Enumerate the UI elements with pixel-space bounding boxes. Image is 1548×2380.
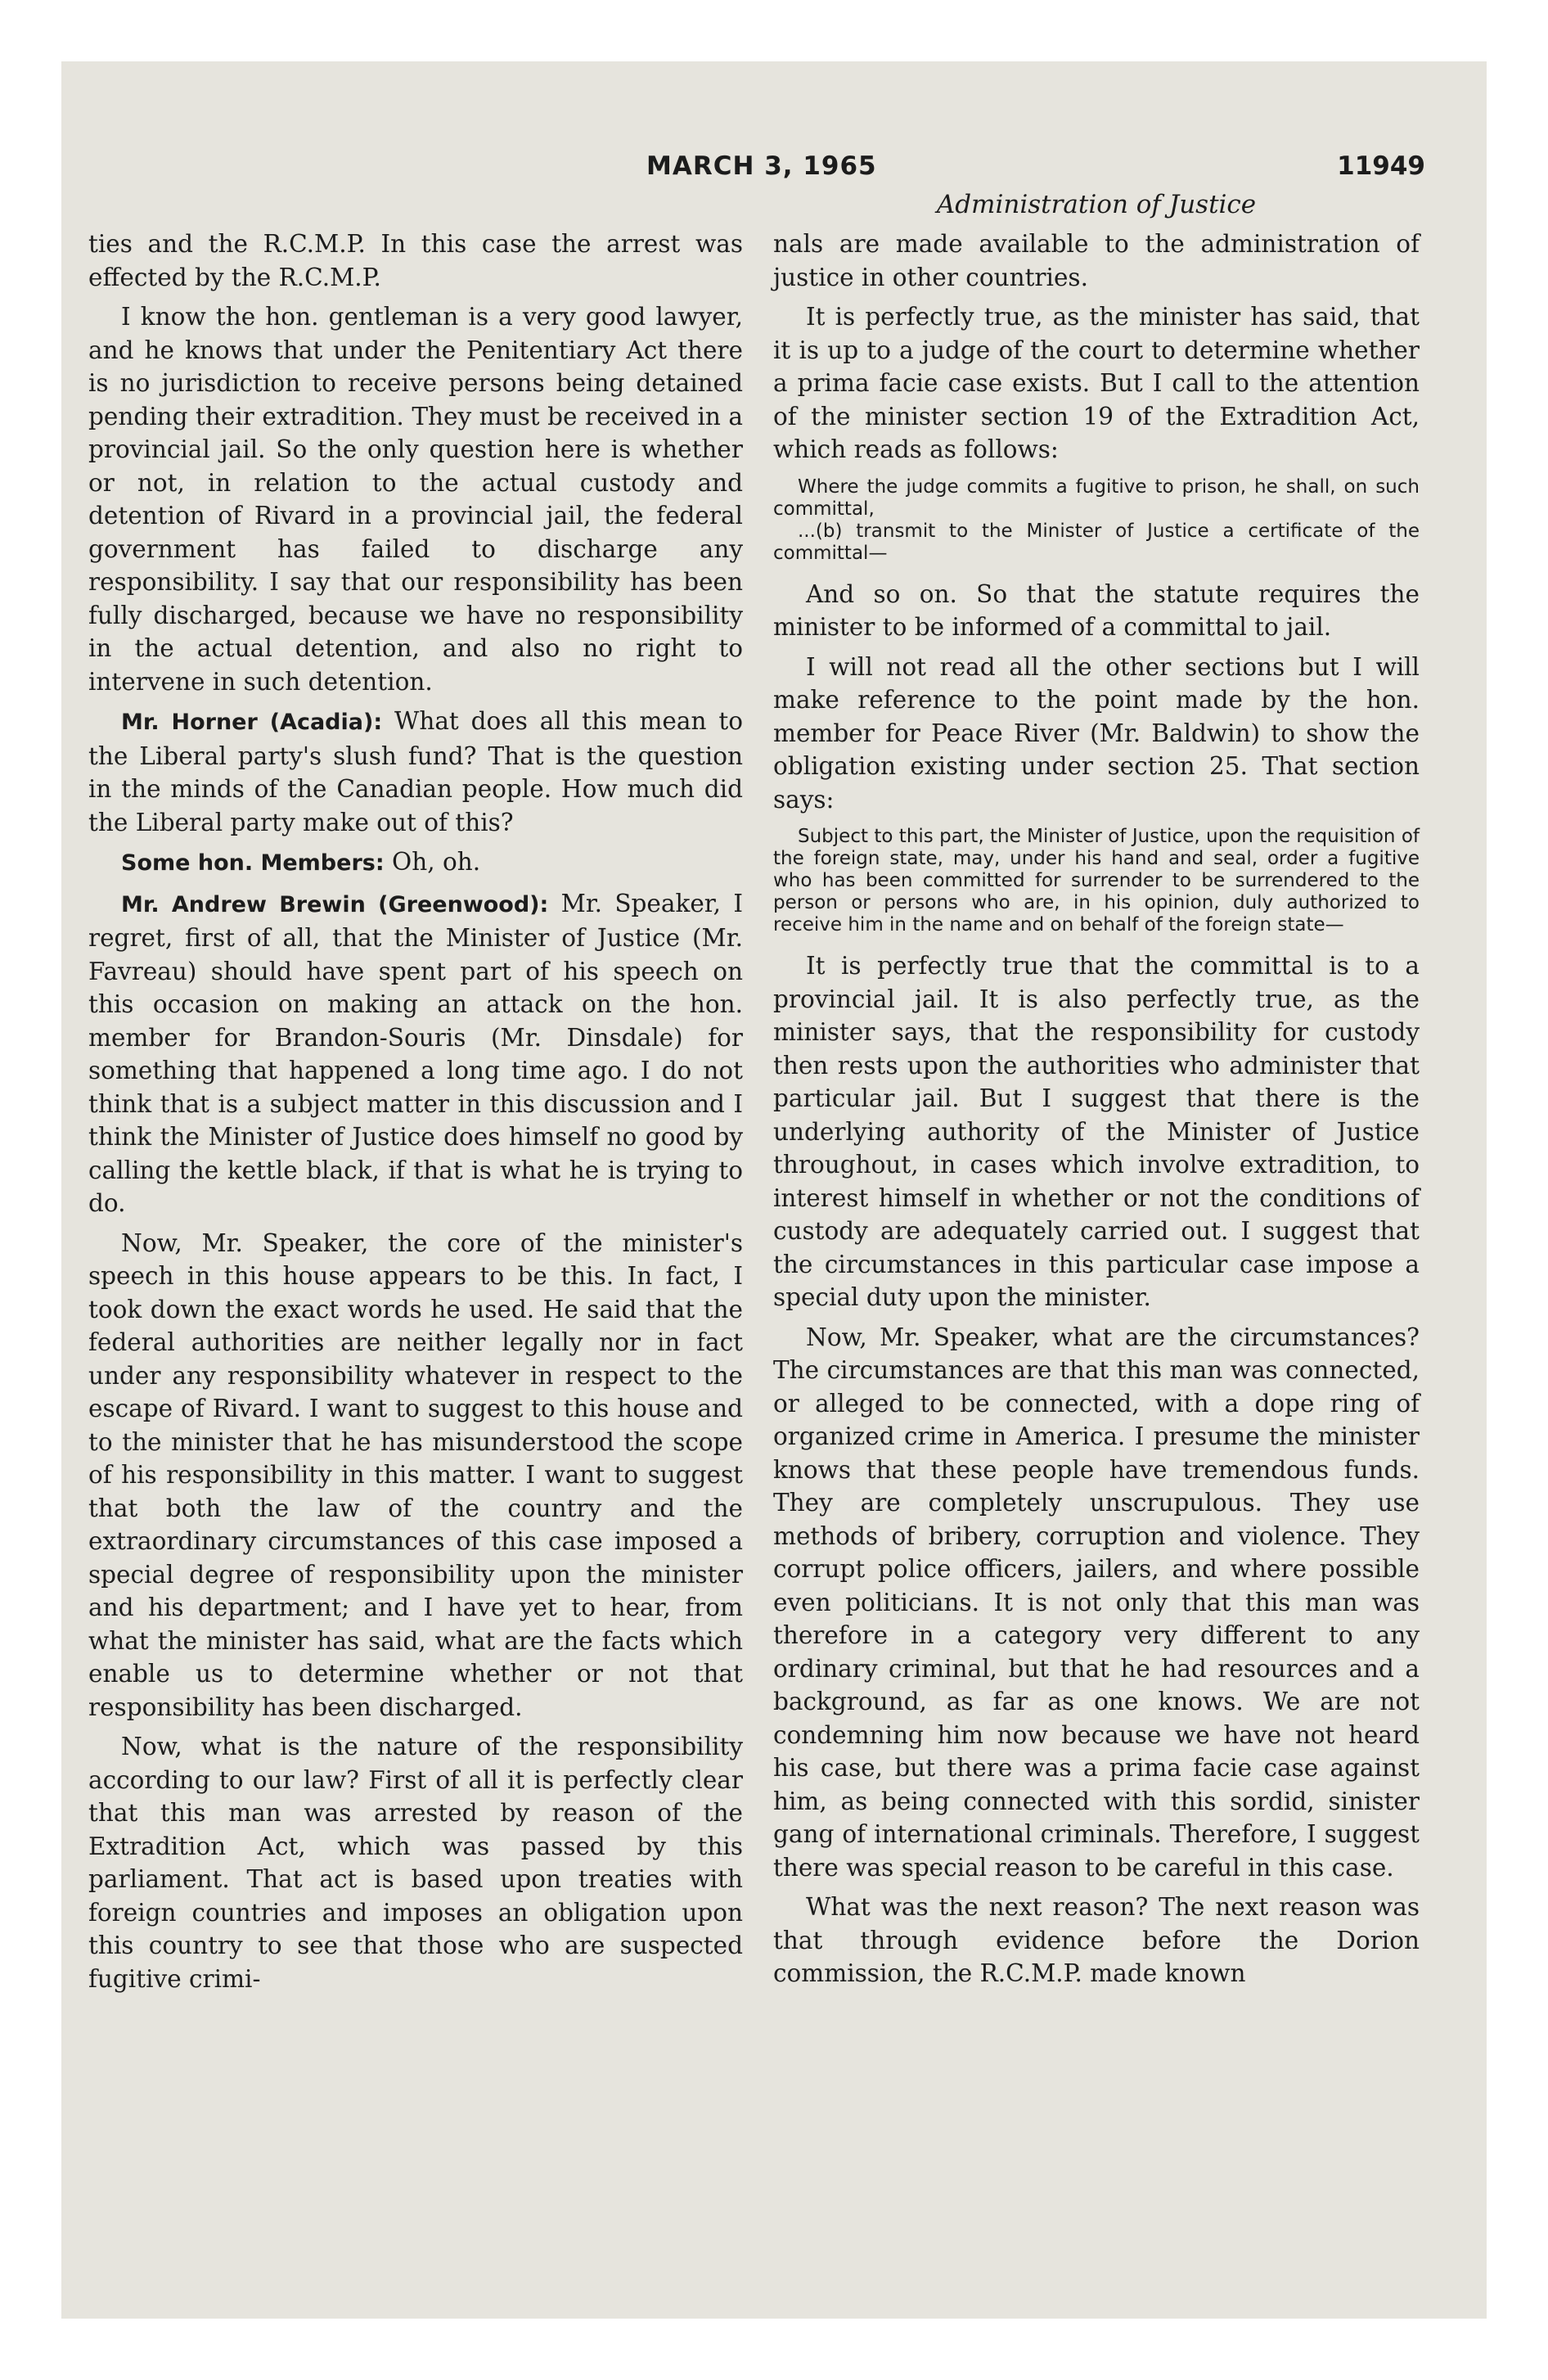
paragraph: What was the next reason? The next reason was that through evidence before the Dorion commission, the R.C.M.P. made known	[773, 1893, 1420, 1987]
paragraph	[88, 845, 743, 881]
paragraph: nals are made available to the administration of justice in other countries.	[773, 230, 1420, 291]
paragraph: Now, Mr. Speaker, the core of the minister's speech in this house appears to be this. In fact, I took down the exact words he used. He said that the federal authorities are neither legally nor in fact under any responsibility whatever in respect to the escape of Rivard. I want to suggest to this house and to the minister that he has misunderstood the scope of his responsibility in this matter. I want to suggest that both the law of the country and the extraordinary circumstances of this case imposed a special degree of responsibility upon the minister and his department; and I have yet to hear, from what the minister has said, what are the facts which enable us to determine whether or not that responsibility has been discharged.	[88, 1228, 743, 1721]
paragraph: ties and the R.C.M.P. In this case the arrest was effected by the R.C.M.P.	[88, 230, 743, 291]
paragraph: It is perfectly true, as the minister has said, that it is up to a judge of the court to determine whether a prima facie case exists. But I call to the attention of the minister section 19 of the Extradition Act, which reads as follows:	[773, 303, 1420, 463]
paragraph: I know the hon. gentleman is a very good lawyer, and he knows that under the Penitentiary Act there is no jurisdiction to receive persons being detained pending their extradition. They must be received in a provincial jail. So the only question here is whether or not, in relation to the actual custody and detention of Rivard in a provincial jail, the federal government has failed to discharge any responsibility. I say that our responsibility has been fully discharged, because we have no responsibility in the actual detention, and also no right to intervene in such detention.	[88, 303, 743, 696]
quote-line: Subject to this part, the Minister of Justice, upon the requisition of the foreign state, may, under his hand and seal, order a fugitive who has been committed for surrender to be surrendered to the person or persons who are, in his opinion, duly authorized to receive him in the name and on behalf of the foreign state—	[773, 826, 1420, 935]
section-title: Administration of Justice	[936, 190, 1257, 219]
speech-text: What does all this mean to the Liberal party's slush fund? That is the question in the minds of the Canadian people. How much did the Liberal party make out of this?	[88, 707, 743, 836]
paragraph: Now, what is the nature of the responsibility according to our law? First of all it is perfectly clear that this man was arrested by reason of the Extradition Act, which was passed by this parliament. That act is based upon treaties with foreign countries and imposes an obligation upon this country to see that those who are suspected fugitive crimi-	[88, 1733, 743, 1993]
page-date: MARCH 3, 1965	[646, 151, 877, 181]
paragraph: I will not read all the other sections but I will make reference to the point made by the hon. member for Peace River (Mr. Baldwin) to show the obligation existing under section 25. That section says:	[773, 652, 1420, 814]
speech-text: Mr. Speaker, I regret, first of all, that the Minister of Justice (Mr. Favreau) should have spent part of his speech on this occasion on making an attack on the hon. member for Brandon-Souris (Mr. Dinsdale) for something that happened a long time ago. I do not think that is a subject matter in this discussion and I think the Minister of Justice does himself no good by calling the kettle black, if that is what he is trying to do.	[88, 889, 743, 1217]
paragraph: It is perfectly true that the committal is to a provincial jail. It is also perfectly true, as the minister says, that the responsibility for custody then rests upon the authorities who administer that particular jail. But I suggest that there is the underlying authority of the Minister of Justice throughout, in cases which involve extradition, to interest himself in whether or not the conditions of custody are adequately carried out. I suggest that the circumstances in this particular case impose a special duty upon the minister.	[773, 952, 1420, 1311]
quote-line: Where the judge commits a fugitive to prison, he shall, on such committal,	[773, 476, 1420, 520]
right-column	[773, 228, 1420, 1997]
speaker-name: Mr. Horner (Acadia):	[121, 710, 383, 735]
paragraph: Now, Mr. Speaker, what are the circumstances? The circumstances are that this man was connected, or alleged to be connected, with a dope ring of organized crime in America. I presume the minister knows that these people have tremendous funds. They are completely unscrupulous. They use methods of bribery, corruption and violence. They corrupt police officers, jailers, and where possible even politicians. It is not only that this man was therefore in a category very different to any ordinary criminal, but that he had resources and a background, as far as one knows. We are not condemning him now because we have not heard his case, but there was a prima facie case against him, as being connected with this sordid, sinister gang of international criminals. Therefore, I suggest there was special reason to be careful in this case.	[773, 1323, 1420, 1882]
speaker-name: Mr. Andrew Brewin (Greenwood):	[121, 891, 549, 917]
speaker-name: Some hon. Members:	[121, 850, 385, 876]
quote-line: ...(b) transmit to the Minister of Justice a certificate of the committal—	[773, 520, 1420, 564]
paragraph	[88, 705, 743, 839]
paragraph: And so on. So that the statute requires the minister to be informed of a committal to jail.	[773, 579, 1420, 641]
speech-text: Oh, oh.	[384, 848, 481, 876]
statute-quote	[773, 826, 1420, 936]
paragraph	[88, 887, 743, 1220]
page-header	[61, 151, 1487, 192]
page-number: 11949	[1337, 151, 1425, 181]
left-column	[88, 228, 743, 2002]
statute-quote	[773, 476, 1420, 565]
